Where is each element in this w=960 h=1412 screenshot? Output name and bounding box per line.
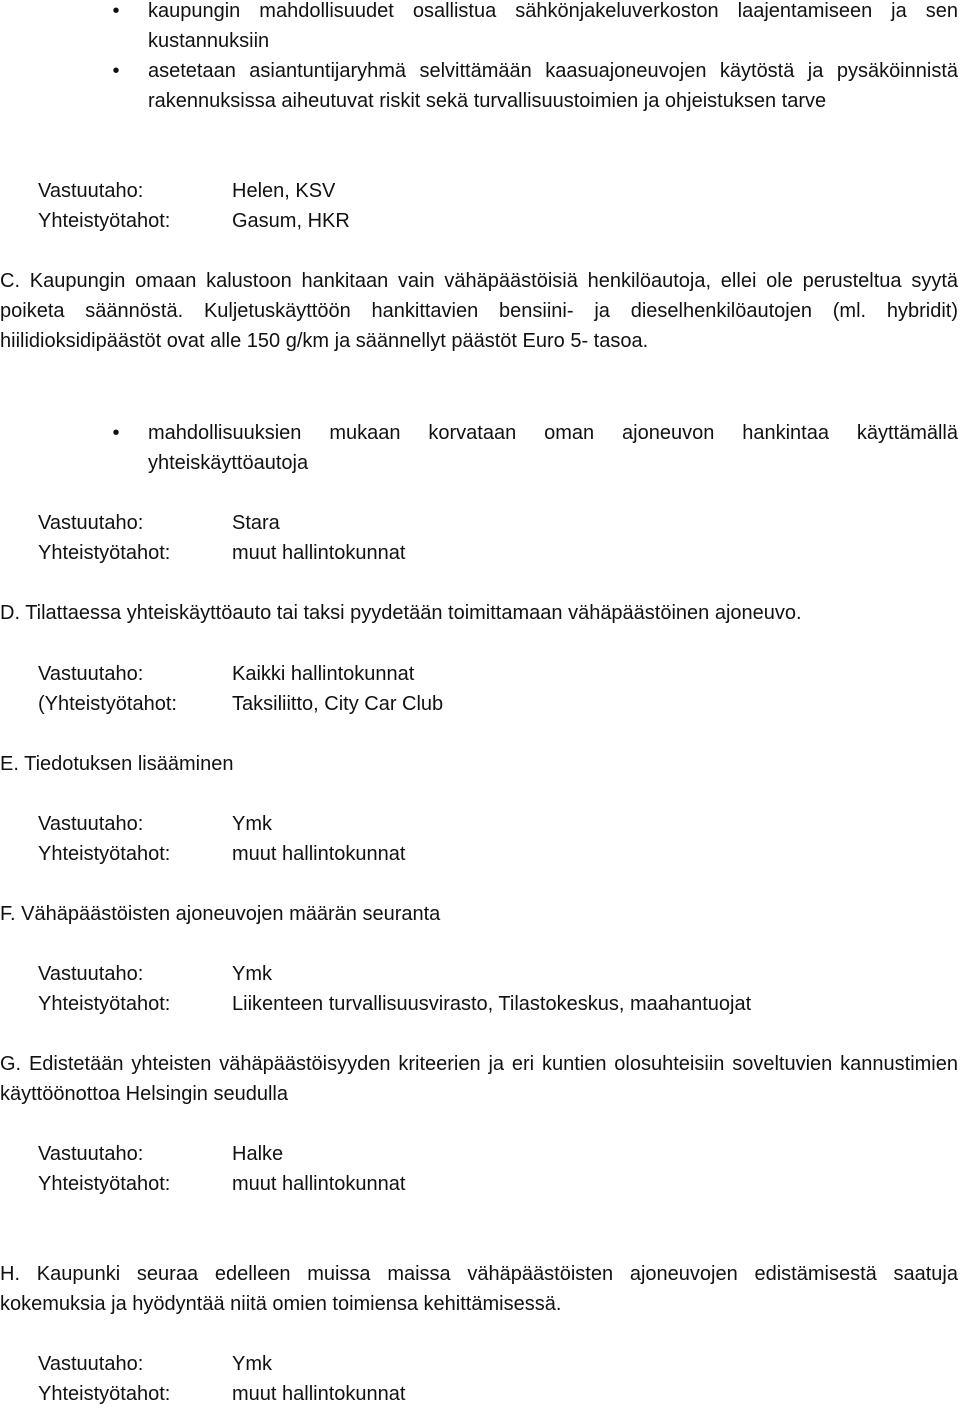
cooperation-label: (Yhteistyötahot: — [38, 693, 177, 715]
responsible-row — [38, 659, 938, 689]
cooperation-row — [38, 538, 938, 568]
section-h-text: H. Kaupunki seuraa edelleen muissa maissa vähäpäästöisten ajoneuvojen edistämisestä saatuja kokemuksia ja hyödyntää niitä omien toimiensa kehittämisessä. — [0, 1263, 958, 1315]
responsible-label: Vastuutaho: — [38, 180, 144, 202]
responsibility-block — [38, 959, 938, 1019]
section-e-text: E. Tiedotuksen lisääminen — [0, 753, 234, 775]
cooperation-label: Yhteistyötahot: — [38, 210, 171, 232]
cooperation-label: Yhteistyötahot: — [38, 1173, 171, 1195]
cooperation-row — [38, 206, 938, 236]
section-f — [0, 899, 958, 929]
section-h — [0, 1259, 958, 1319]
responsible-value: Helen, KSV — [232, 180, 336, 202]
cooperation-value: muut hallintokunnat — [232, 542, 406, 564]
responsible-row — [38, 1139, 938, 1169]
cooperation-value: muut hallintokunnat — [232, 1383, 406, 1405]
bullet-text: mahdollisuuksien mukaan korvataan oman ajoneuvon hankintaa käyttämällä yhteiskäyttöautoja — [148, 422, 958, 474]
cooperation-value: muut hallintokunnat — [232, 843, 406, 865]
responsible-label: Vastuutaho: — [38, 1143, 144, 1165]
cooperation-label: Yhteistyötahot: — [38, 843, 171, 865]
cooperation-row — [38, 839, 938, 869]
responsible-row — [38, 959, 938, 989]
responsibility-block — [38, 176, 938, 236]
section-c — [0, 266, 958, 356]
responsible-label: Vastuutaho: — [38, 512, 144, 534]
section-d — [0, 598, 958, 628]
responsible-value: Ymk — [232, 963, 272, 985]
responsible-row — [38, 176, 938, 206]
bullet-icon: • — [112, 60, 120, 82]
responsible-row — [38, 1349, 938, 1379]
cooperation-row — [38, 1169, 938, 1199]
responsibility-block — [38, 809, 938, 869]
section-g-text: G. Edistetään yhteisten vähäpäästöisyyden kriteerien ja eri kuntien olosuhteisiin soveltuvien kannustimien käyttöönottoa Helsingin seudulla — [0, 1053, 958, 1105]
cooperation-label: Yhteistyötahot: — [38, 542, 171, 564]
cooperation-value: Taksiliitto, City Car Club — [232, 693, 444, 715]
cooperation-row — [38, 689, 938, 719]
responsible-value: Stara — [232, 512, 280, 534]
section-f-text: F. Vähäpäästöisten ajoneuvojen määrän seuranta — [0, 903, 441, 925]
section-e — [0, 749, 958, 779]
bullet-icon: • — [112, 0, 120, 22]
cooperation-label: Yhteistyötahot: — [38, 993, 171, 1015]
section-d-text: D. Tilattaessa yhteiskäyttöauto tai taksi pyydetään toimittamaan vähäpäästöinen ajoneuvo. — [0, 602, 802, 624]
responsible-label: Vastuutaho: — [38, 813, 144, 835]
responsibility-block — [38, 1349, 938, 1409]
bullet-list-top — [0, 0, 958, 116]
cooperation-row — [38, 989, 938, 1019]
bullet-text: asetetaan asiantuntijaryhmä selvittämään kaasuajoneuvojen käytöstä ja pysäköinnistä rakennuksissa aiheutuvat riskit sekä turvallisuustoimien ja ohjeistuksen tarve — [148, 60, 958, 112]
bullet-icon: • — [112, 422, 120, 444]
cooperation-value: muut hallintokunnat — [232, 1173, 406, 1195]
section-g — [0, 1049, 958, 1109]
responsible-label: Vastuutaho: — [38, 963, 144, 985]
responsible-value: Kaikki hallintokunnat — [232, 663, 415, 685]
cooperation-row — [38, 1379, 938, 1409]
responsible-row — [38, 809, 938, 839]
responsibility-block — [38, 1139, 938, 1199]
list-item — [0, 418, 958, 478]
responsibility-block — [38, 659, 938, 719]
section-c-text: C. Kaupungin omaan kalustoon hankitaan vain vähäpäästöisiä henkilöautoja, ellei ole perusteltua syytä poiketa säännöstä. Kuljetuskäyttöön hankittavien bensiini- ja dieselhenkilöautojen (ml. hybridit) hiilidioksidipäästöt ovat alle 150 g/km ja säännellyt päästöt Euro 5- tasoa. — [0, 270, 958, 352]
responsible-label: Vastuutaho: — [38, 1353, 144, 1375]
list-item — [0, 0, 958, 56]
cooperation-label: Yhteistyötahot: — [38, 1383, 171, 1405]
responsible-label: Vastuutaho: — [38, 663, 144, 685]
responsible-value: Ymk — [232, 1353, 272, 1375]
bullet-text: kaupungin mahdollisuudet osallistua sähkönjakeluverkoston laajentamiseen ja sen kustannuksiin — [148, 0, 958, 52]
responsible-value: Halke — [232, 1143, 284, 1165]
responsible-row — [38, 508, 938, 538]
responsibility-block — [38, 508, 938, 568]
cooperation-value: Liikenteen turvallisuusvirasto, Tilastokeskus, maahantuojat — [232, 993, 752, 1015]
list-item — [0, 56, 958, 116]
bullet-list-c — [0, 418, 958, 478]
cooperation-value: Gasum, HKR — [232, 210, 350, 232]
responsible-value: Ymk — [232, 813, 272, 835]
